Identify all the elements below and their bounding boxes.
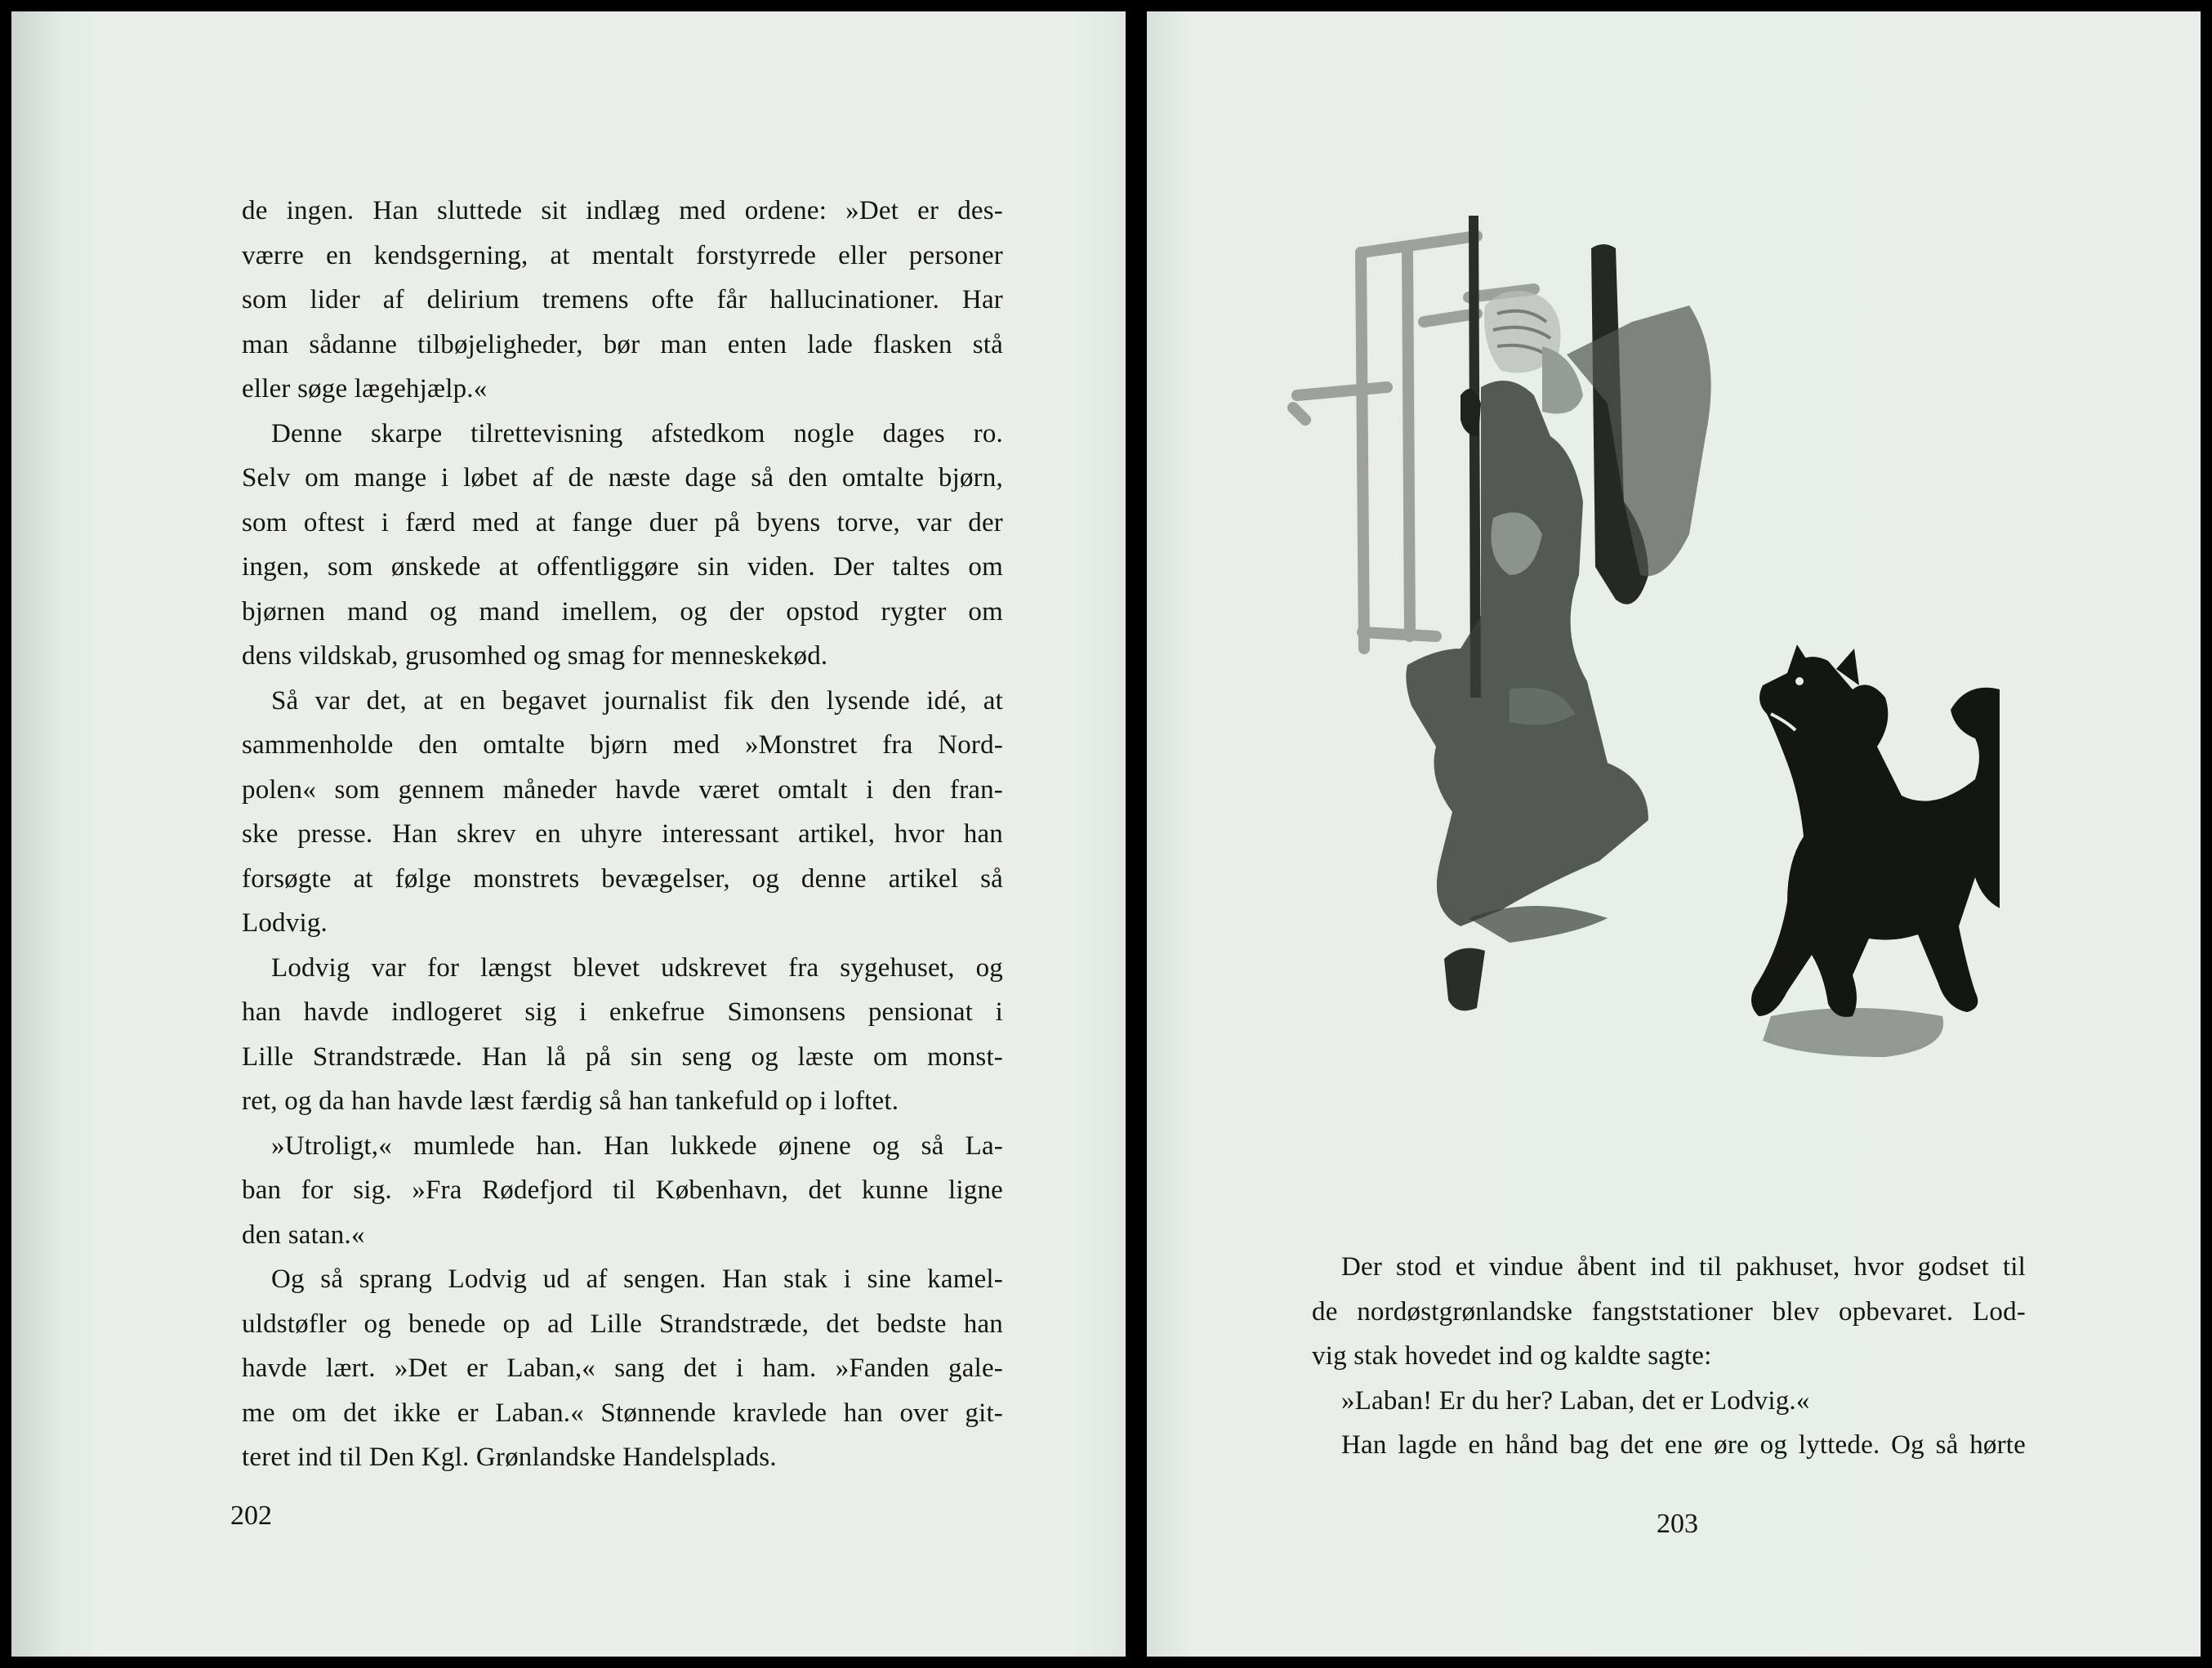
right-page [1147, 11, 2201, 1657]
text-line: Denne skarpe tilrettevisning afstedkom nogle dages ro. [271, 418, 1003, 448]
text-line: den satan.« [242, 1220, 365, 1250]
text-line: Så var det, at en begavet journalist fik den lysende idé, at [271, 685, 1003, 716]
text-line: ske presse. Han skrev en uhyre interessant artikel, hvor han [242, 819, 1003, 849]
text-line: ban for sig. »Fra Rødefjord til København, det kunne ligne [242, 1175, 1003, 1205]
text-line: Lodvig var for længst blevet udskrevet fra sygehuset, og [271, 952, 1003, 983]
text-line: vig stak hovedet ind og kaldte sagte: [1312, 1341, 1712, 1371]
text-line: sammenholde den omtalte bjørn med »Monstret fra Nord- [242, 730, 1003, 760]
text-line: eller søge lægehjælp.« [242, 374, 488, 404]
text-line: de nordøstgrønlandske fangststationer blev opbevaret. Lod- [1312, 1296, 2026, 1327]
text-line: forsøgte at følge monstrets bevægelser, og denne artikel så [242, 863, 1003, 894]
text-line: Selv om mange i løbet af de næste dage så den omtalte bjørn, [242, 463, 1003, 493]
text-line: Der stod et vindue åbent ind til pakhuset, hvor godset til [1341, 1252, 2026, 1282]
text-line: polen« som gennem måneder havde været omtalt i den fran- [242, 774, 1003, 805]
text-line: Og så sprang Lodvig ud af sengen. Han stak i sine kamel- [271, 1264, 1003, 1294]
text-line: havde lært. »Det er Laban,« sang det i ham. »Fanden gale- [242, 1354, 1003, 1383]
text-line: Han lagde en hånd bag det ene øre og lyttede. Og så hørte [1341, 1430, 2026, 1460]
text-line: »Laban! Er du her? Laban, det er Lodvig.« [1341, 1385, 1810, 1416]
text-line: man sådanne tilbøjeligheder, bør man enten lade flasken stå [242, 329, 1003, 359]
text-line: som lider af delirium tremens ofte får hallucinationer. Har [242, 285, 1003, 314]
text-line: teret ind til Den Kgl. Grønlandske Handelsplads. [242, 1443, 777, 1472]
text-line: »Utroligt,« mumlede han. Han lukkede øjnene og så La- [271, 1131, 1003, 1161]
text-line: ret, og da han havde læst færdig så han tankefuld op i loftet. [242, 1086, 899, 1116]
left-page-number: 202 [230, 1501, 272, 1531]
text-line: bjørnen mand og mand imellem, og der opstod rygter om [242, 596, 1003, 627]
dog-figure [1751, 644, 2000, 1017]
text-line: de ingen. Han sluttede sit indlæg med ordene: »Det er des- [242, 196, 1003, 225]
text-line: værre en kendsgerning, at mentalt forstyrrede eller personer [242, 240, 1003, 270]
left-page [11, 11, 1126, 1657]
text-line: me om det ikke er Laban.« Stønnende kravlede han over git- [242, 1398, 1003, 1428]
text-line: Lodvig. [242, 908, 328, 938]
text-line: ingen, som ønskede at offentliggøre sin viden. Der taltes om [242, 552, 1003, 582]
left-page-text [242, 189, 1003, 1480]
right-page-text [1312, 1245, 2026, 1468]
text-line: Lille Strandstræde. Han lå på sin seng og læste om monst- [242, 1041, 1003, 1072]
text-line: han havde indlogeret sig i enkefrue Simonsens pensionat i [242, 997, 1003, 1027]
dog-window-illustration [1264, 191, 2000, 1155]
text-line: dens vildskab, grusomhed og smag for menneskekød. [242, 641, 828, 671]
text-line: uldstøfler og benede op ad Lille Strandstræde, det bedste han [242, 1309, 1003, 1339]
right-page-number: 203 [1657, 1509, 1698, 1539]
text-line: som oftest i færd med at fange duer på byens torve, var der [242, 507, 1003, 537]
